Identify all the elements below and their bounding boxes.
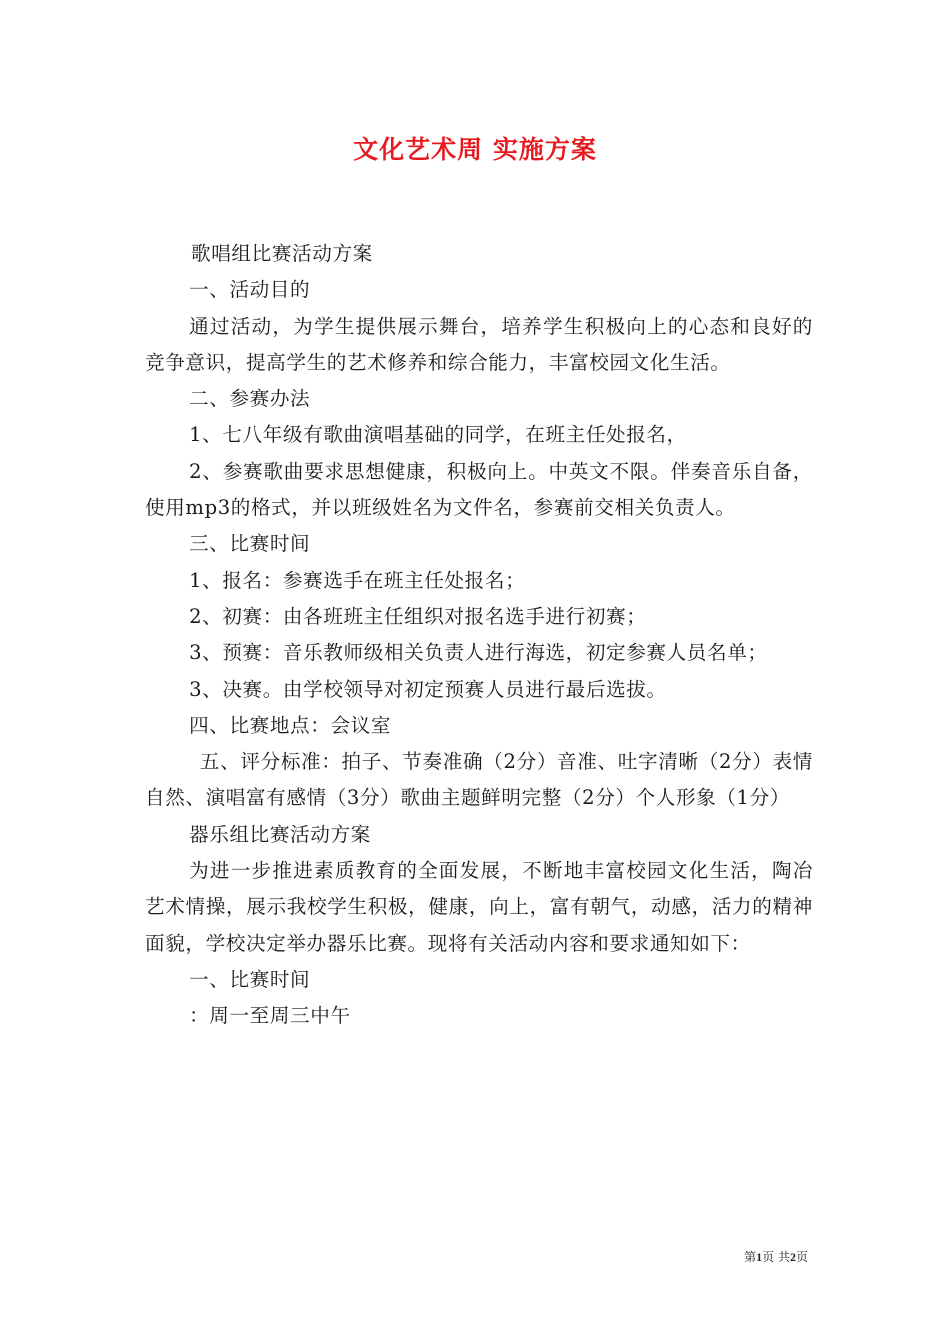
paragraph: 歌唱组比赛活动方案 [191, 242, 373, 265]
paragraph: 五、评分标准：拍子、节奏准确（2分）音准、吐字清晰（2分）表情自然、演唱富有感情（3分）歌曲主题鲜明完整（2分）个人形象（1分） [145, 750, 813, 810]
paragraph: 通过活动，为学生提供展示舞台，培养学生积极向上的心态和良好的竞争意识，提高学生的艺术修养和综合能力，丰富校园文化生活。 [145, 314, 813, 374]
paragraph: 一、比赛时间 [189, 967, 311, 991]
footer-suffix: 页 [795, 1250, 808, 1264]
paragraph: 1、七八年级有歌曲演唱基础的同学，在班主任处报名， [189, 423, 687, 447]
paragraph: ：周一至周三中午 [189, 1004, 351, 1028]
paragraph: 2、初赛：由各班班主任组织对报名选手进行初赛； [189, 604, 647, 628]
paragraph: 二、参赛办法 [189, 387, 311, 411]
paragraph: 三、比赛时间 [189, 532, 311, 556]
footer-prefix: 第 [744, 1250, 757, 1264]
paragraph: 1、报名：参赛选手在班主任处报名； [189, 568, 526, 592]
paragraph: 四、比赛地点：会议室 [189, 713, 392, 737]
paragraph: 3、预赛：音乐教师级相关负责人进行海选，初定参赛人员名单； [189, 641, 768, 665]
paragraph: 2、参赛歌曲要求思想健康，积极向上。中英文不限。伴奏音乐自备，使用mp3的格式，并以班级姓名为文件名，参赛前交相关负责人。 [145, 459, 813, 520]
footer-total-pages: 2 [789, 1250, 796, 1264]
footer-middle: 页 共 [762, 1250, 790, 1264]
paragraph: 一、活动目的 [189, 278, 311, 302]
paragraph: 器乐组比赛活动方案 [189, 822, 371, 846]
paragraph: 为进一步推进素质教育的全面发展，不断地丰富校园文化生活，陶冶艺术情操，展示我校学生积极，健康，向上，富有朝气，动感，活力的精神面貌，学校决定举办器乐比赛。现将有关活动内容和要求通知如下： [145, 859, 813, 955]
paragraph: 3、决赛。由学校领导对初定预赛人员进行最后选拔。 [189, 677, 667, 701]
document-title: 文化艺术周 实施方案 [353, 135, 597, 164]
page-footer [744, 1248, 808, 1265]
footer-current-page: 1 [756, 1250, 763, 1264]
document-body [145, 236, 813, 1035]
